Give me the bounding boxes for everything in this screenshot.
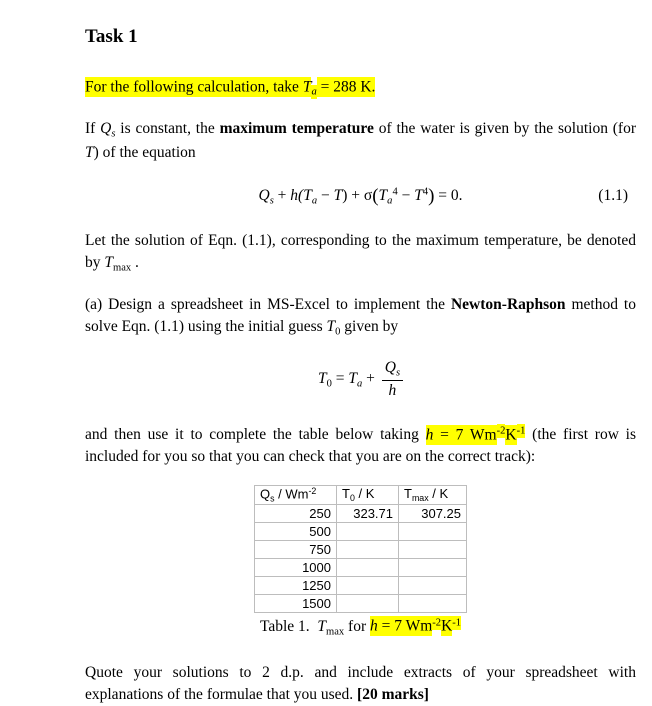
table-cell [399,558,467,576]
table-cell: 1000 [255,558,337,576]
table-cell: 750 [255,540,337,558]
table-cell [337,576,399,594]
table-cell [399,576,467,594]
table-row [255,504,467,522]
table-cell [399,540,467,558]
table-caption: Table 1. $T_{max}$ for h = 7 $Wm^{-2}K^{-1}$ [259,617,462,638]
table-cell: 307.25 [399,504,467,522]
table-header-row [255,486,467,505]
highlighted-note: For the following calculation, take $T_a = 288$ K. [85,78,376,98]
table-row [255,558,467,576]
results-table [254,485,467,613]
table-row [255,576,467,594]
table-cell [399,522,467,540]
table-header-t0: $T_0$ / K [337,486,399,505]
table-header-tmax: $T_{max}$ / K [399,486,467,505]
table-cell [337,558,399,576]
table-cell [337,540,399,558]
table-header-qs: $Q_s / Wm^{-2}$ [255,486,337,505]
fraction [382,359,403,401]
table-cell [399,594,467,612]
equation-initial-guess-left: $T_0 = T_a$ + [317,370,379,390]
page-title: Task 1 [85,26,138,47]
table-row [255,522,467,540]
table-cell [337,522,399,540]
table-cell: 500 [255,522,337,540]
equation-1-1-body: $Q_s + h(T_a - T) + \sigma(T_a^4 - T^4) = 0$. [258,185,463,207]
paragraph-table-intro: and then use it to complete the table below taking h = 7 $Wm^{-2}K^{-1}$ (the first row is included for you so that you can check that you are on the correct track): [85,425,636,466]
table-cell: 323.71 [337,504,399,522]
table-cell: 1250 [255,576,337,594]
table-row [255,594,467,612]
table-cell: 250 [255,504,337,522]
equation-initial-guess [85,359,636,401]
fraction-numerator: $Q_s$ [382,359,403,382]
paragraph-solution-definition: Let the solution of Eqn. (1.1), corresponding to the maximum temperature, be denoted by $T_{max}$ . [85,232,636,274]
equation-1-1 [85,185,636,207]
paragraph-intro: If $Q_s$ is constant, the maximum temperature of the water is given by the solution (for T) of the equation [85,119,637,162]
paragraph-task-a: (a) Design a spreadsheet in MS-Excel to implement the Newton-Raphson method to solve Eqn. (1.1) using the initial guess $T_0$ given by [85,295,636,338]
table-cell [337,594,399,612]
equation-number: (1.1) [598,187,628,205]
table-body [255,504,467,612]
table-cell: 1500 [255,594,337,612]
paragraph-marks: Quote your solutions to 2 d.p. and include extracts of your spreadsheet with explanations of the formulae that you used. [20 marks] [85,664,636,704]
table-row [255,540,467,558]
fraction-denominator: h [388,382,397,400]
